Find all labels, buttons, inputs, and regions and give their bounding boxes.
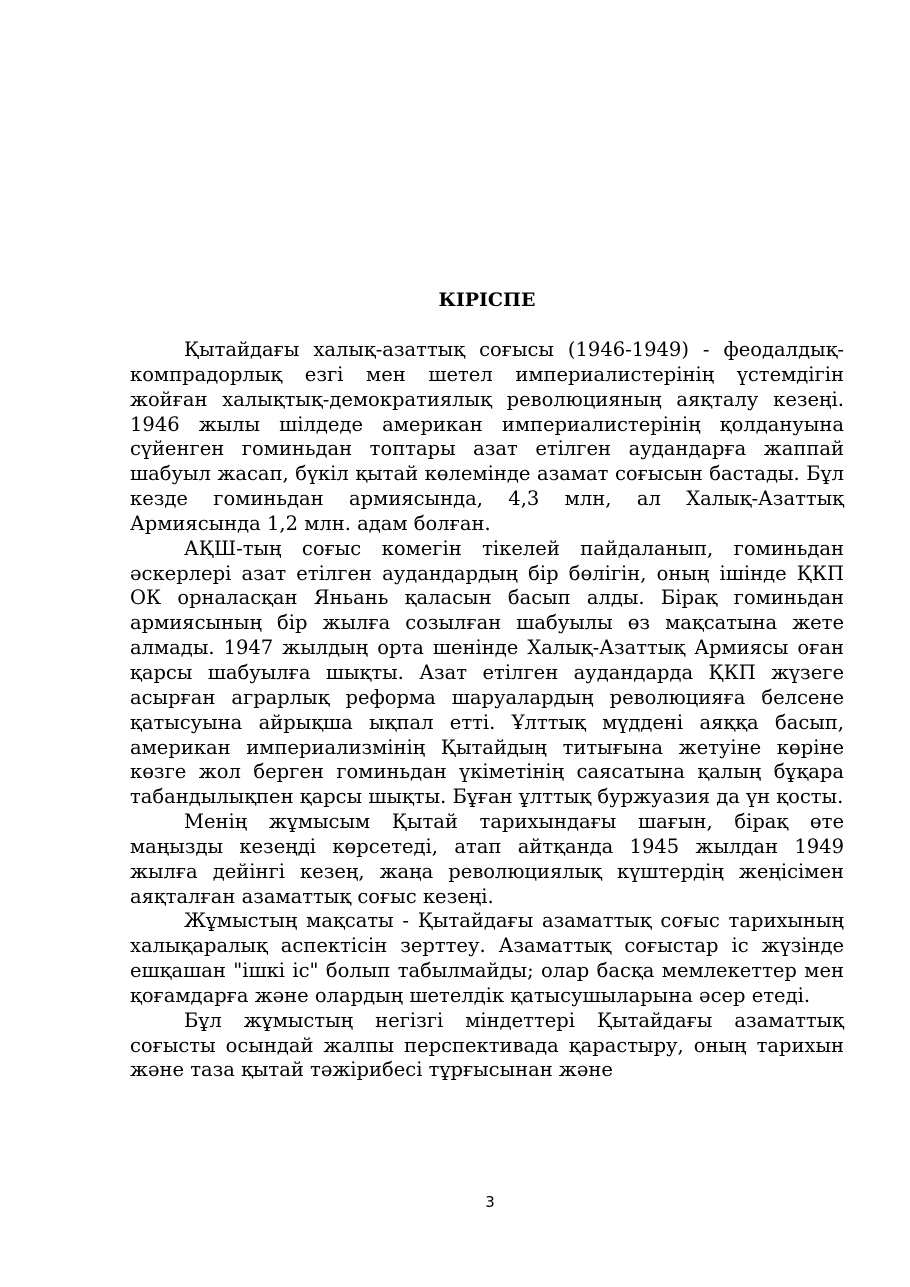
paragraph: Бұл жұмыстың негізгі міндеттері Қытайдағы азаматтық соғысты осындай жалпы перспективада қарастыру, оның тарихын және таза қытай тәжірибесі тұрғысынан және <box>130 1008 844 1082</box>
page-number: 3 <box>485 1193 495 1211</box>
body-text <box>130 338 844 1083</box>
paragraph: АҚШ-тың соғыс комегін тікелей пайдаланып, гоминьдан әскерлері азат етілген аудандардың бір бөлігін, оның ішінде ҚКП ОК орналасқан Яньань қаласын басып алды. Бірақ гоминьдан армиясының бір жылға созылған шабуылы өз мақсатына жете алмады. 1947 жылдың орта шенінде Халық-Азаттық Армиясы оған қарсы шабуылға шықты. Азат етілген аудандарда ҚКП жүзеге асырған аграрлық реформа шаруалардың революцияға белсене қатысуына айрықша ықпал етті. Ұлттық мүддені аяққа басып, американ империализмінің Қытайдың титығына жетуіне көріне көзге жол берген гоминьдан үкіметінің саясатына қалың бұқара табандылықпен қарсы шықты. Бұған ұлттық буржуазия да үн қосты. <box>130 536 844 809</box>
paragraph: Менің жұмысым Қытай тарихындағы шағын, бірақ өте маңызды кезеңді көрсетеді, атап айтқанда 1945 жылдан 1949 жылға дейінгі кезең, жаңа революциялық күштердің жеңісімен аяқталған азаматтық соғыс кезеңі. <box>130 810 844 908</box>
paragraph: Жұмыстың мақсаты - Қытайдағы азаматтық соғыс тарихының халықаралық аспектісін зерттеу. Азаматтық соғыстар іс жүзінде ешқашан "ішкі іс" болып табылмайды; олар басқа мемлекеттер мен қоғамдарға және олардың шетелдік қатысушыларына әсер етеді. <box>130 909 844 1007</box>
paragraph: Қытайдағы халық-азаттық соғысы (1946-1949) - феодалдық- компрадорлық езгі мен шетел империалистерінің үстемдігін жойған халықтық-демократиялық революцияның аяқталу кезеңі. 1946 жылы шілдеде американ империалистерінің қолдануына сүйенген гоминьдан топтары азат етілген аудандарға жаппай шабуыл жасап, бүкіл қытай көлемінде азамат соғысын бастады. Бұл кезде гоминьдан армиясында, 4,3 млн, ал Халық-Азаттық Армиясында 1,2 млн. адам болған. <box>130 338 844 535</box>
section-heading: КІРІСПЕ <box>438 289 536 311</box>
